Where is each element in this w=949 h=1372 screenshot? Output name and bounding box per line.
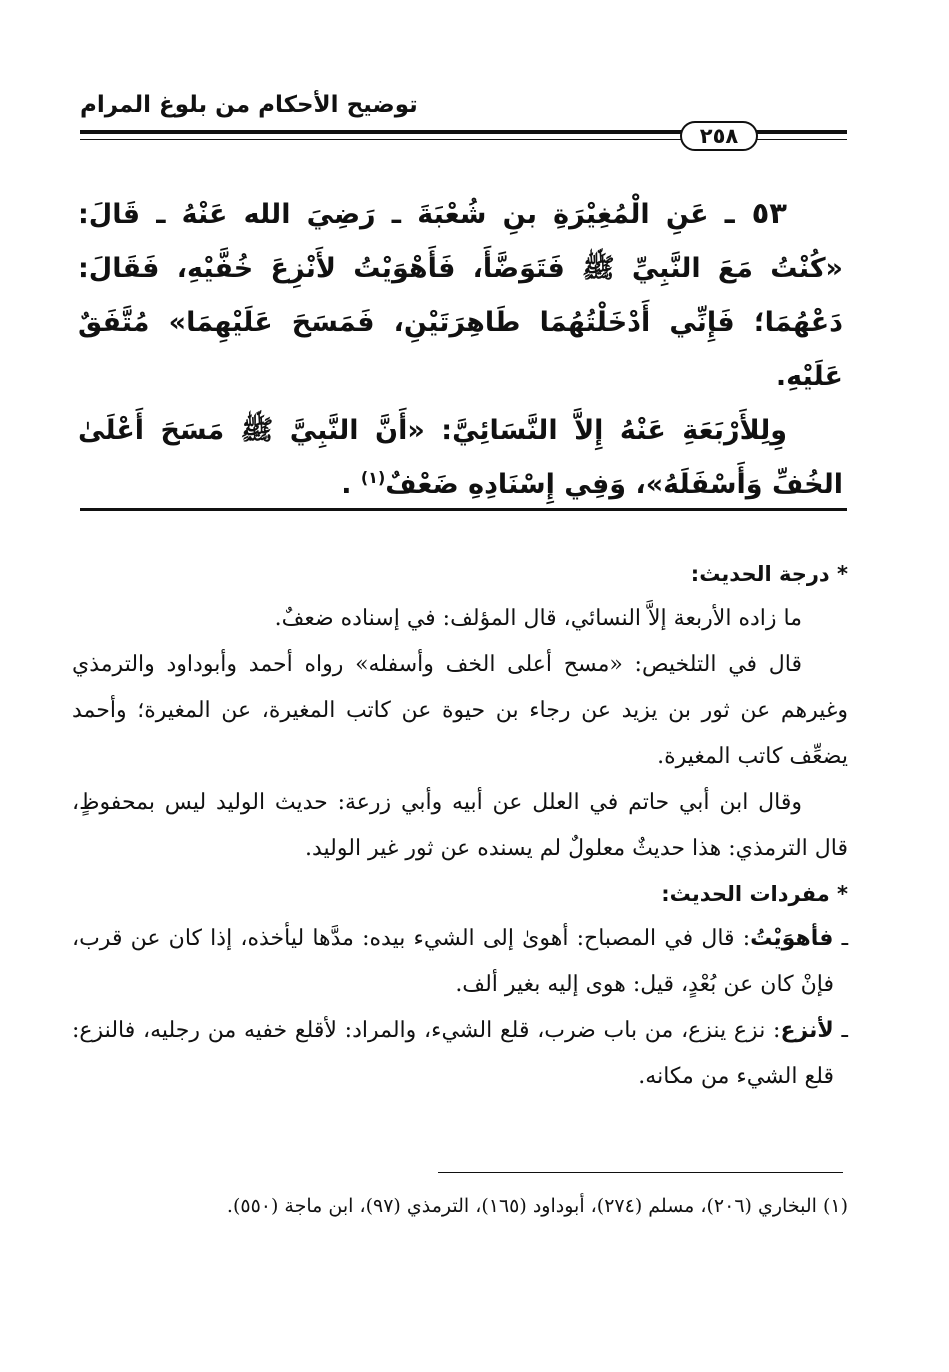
hadith-paragraph-1	[78, 186, 843, 404]
footnote	[72, 1188, 848, 1225]
grade-paragraph-3: وقال ابن أبي حاتم في العلل عن أبيه وأبي زرعة: حديث الوليد ليس بمحفوظٍ، قال الترمذي: هذا حديثٌ معلولٌ لم يسنده عن ثور غير الوليد.	[72, 790, 848, 861]
vocabulary-item	[72, 916, 848, 1008]
footnote-separator	[438, 1172, 843, 1173]
footnote-1: (١) البخاري (٢٠٦)، مسلم (٢٧٤)، أبوداود (١٦٥)، الترمذي (٩٧)، ابن ماجة (٥٥٠).	[226, 1195, 848, 1217]
section-divider	[80, 508, 847, 511]
vocabulary-dash: ـ	[841, 926, 849, 951]
vocabulary-heading: * مفردات الحديث:	[661, 882, 848, 906]
page-number: ٢٥٨	[680, 121, 758, 151]
grade-paragraph-1: ما زاده الأربعة إلاَّ النسائي، قال المؤلف: في إسناده ضعفٌ.	[274, 606, 802, 631]
running-header-title: توضيح الأحكام من بلوغ المرام	[80, 92, 418, 118]
hadith-body: عَنِ الْمُغِيْرَةِ بنِ شُعْبَةَ ـ رَضِيَ الله عَنْهُ ـ قَالَ: «كُنْتُ مَعَ النَّبِيِّ ﷺ فَتَوَضَّأَ، فَأَهْوَيْتُ لأَنْزِعَ خُفَّيْهِ، فَقَالَ: دَعْهُمَا؛ فَإِنِّي أَدْخَلْتُهُمَا طَاهِرَتَيْنِ، فَمَسَحَ عَلَيْهِمَا» مُتَّفَقٌ عَلَيْهِ.	[78, 199, 843, 392]
vocabulary-term: لأنزع	[780, 1018, 834, 1043]
vocabulary-definition: : قال في المصباح: أهوىٰ إلى الشيء بيده: مدَّها ليأخذه، إذا كان عن قرب، فإنْ كان عن بُعْدٍ، قيل: هوى إليه بغير ألف.	[72, 926, 834, 997]
hadith-number: ٥٣ ـ	[724, 196, 787, 230]
hadith-text	[78, 186, 843, 512]
vocabulary-definition: : نزع ينزع، من باب ضرب، قلع الشيء، والمراد: لأقلع خفيه من رجليه، فالنزع: قلع الشيء من مكانه.	[72, 1018, 834, 1089]
hadith-addition: وِلِلأَرْبَعَةِ عَنْهُ إِلاَّ النَّسَائِيَّ: «أَنَّ النَّبِيَّ ﷺ مَسَحَ أَعْلَىٰ الخُفِّ وَأَسْفَلَهُ»، وَفِي إِسْنَادِهِ ضَعْفٌ	[78, 415, 843, 500]
commentary	[72, 552, 848, 1100]
vocabulary-dash: ـ	[841, 1018, 848, 1043]
vocabulary-item	[72, 1008, 848, 1100]
hadith-end-mark: .	[341, 469, 352, 500]
footnote-reference: (١)	[360, 468, 386, 487]
vocabulary-term: فأهوَيْتُ	[750, 926, 834, 951]
grade-paragraph-2: قال في التلخيص: «مسح أعلى الخف وأسفله» رواه أحمد وأبوداود والترمذي وغيرهم عن ثور بن يزيد عن رجاء بن حيوة عن كاتب المغيرة، عن المغيرة؛ وأحمد يضعِّف كاتب المغيرة.	[72, 652, 848, 769]
hadith-paragraph-2	[78, 404, 843, 512]
grade-heading: * درجة الحديث:	[690, 562, 848, 586]
